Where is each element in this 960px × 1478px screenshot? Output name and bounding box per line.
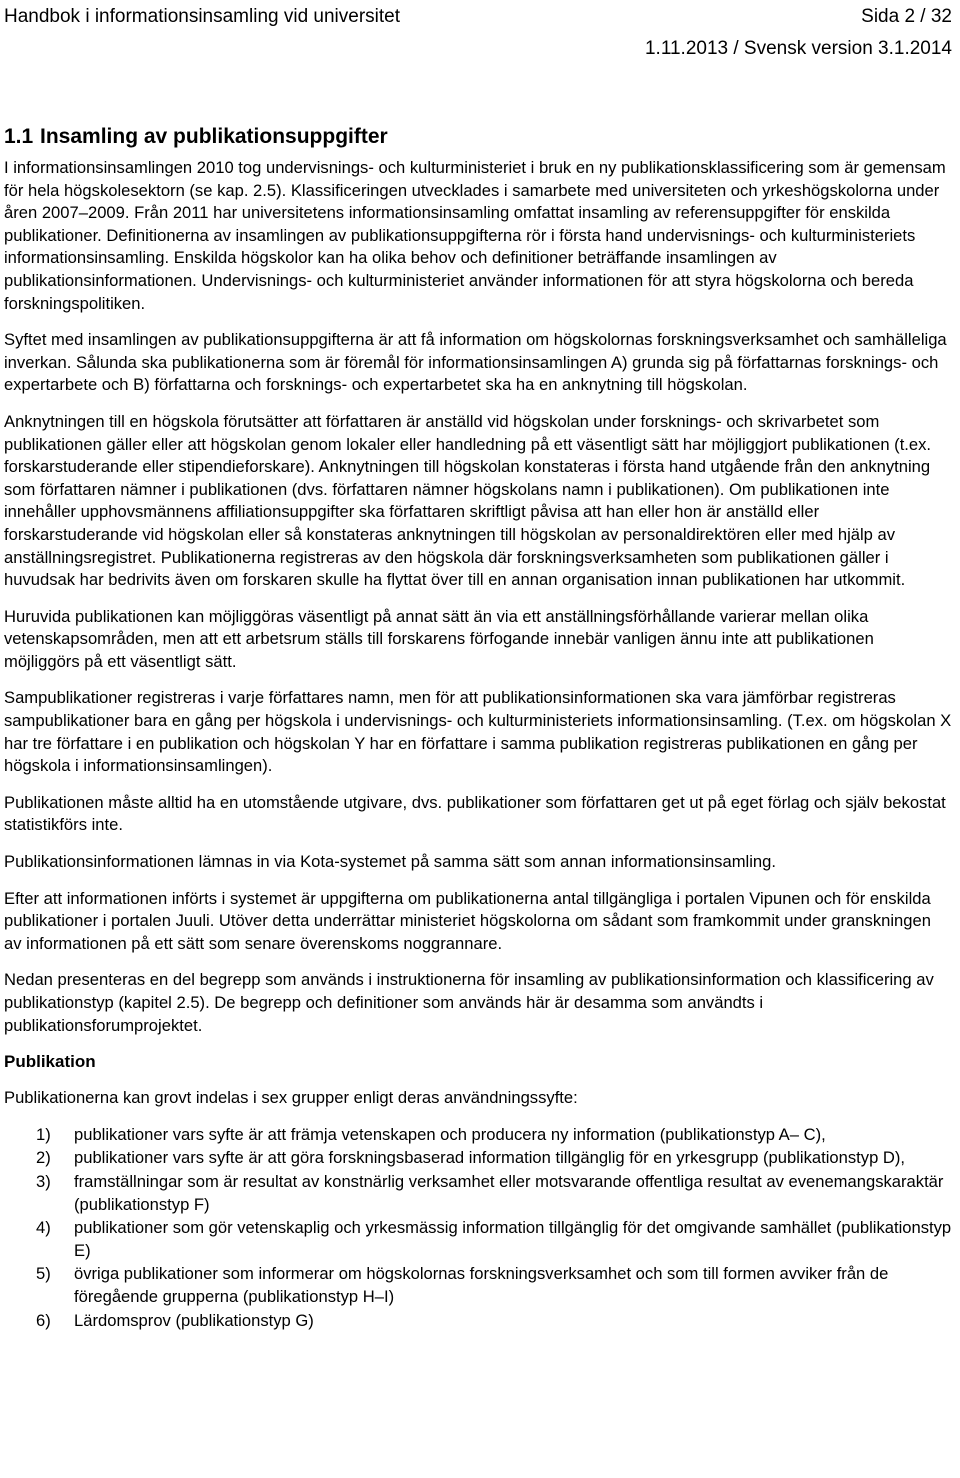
list-text: framställningar som är resultat av konstnärlig verksamhet eller motsvarande offentliga resultat av evenemangskaraktär (publikationstyp F) [74, 1171, 944, 1214]
list-number: 4) [36, 1218, 51, 1238]
list-item [4, 1171, 952, 1216]
paragraph: Publikationen måste alltid ha en utomstående utgivare, dvs. publikationer som författaren get ut på eget förlag och själv bekostat statistikförs inte. [4, 792, 946, 835]
list-intro: Publikationerna kan grovt indelas i sex grupper enligt deras användningssyfte: [4, 1088, 578, 1108]
section-title: Insamling av publikationsuppgifter [40, 125, 388, 148]
list-text: publikationer som gör vetenskaplig och yrkesmässig information tillgänglig för det omgivande samhället (publikationstyp E) [74, 1218, 952, 1260]
list-item [4, 1217, 952, 1262]
paragraph: Efter att informationen införts i systemet är uppgifterna om publikationerna antal tillgängliga i portalen Vipunen och för enskilda publikationer i portalen Juuli. Utöver detta underrättar ministeriet högskolorna om sådant som framkommit under granskningen av informationen på ett sätt som senare överenskoms noggrannare. [4, 888, 931, 953]
paragraph: I informationsinsamlingen 2010 tog undervisnings- och kulturministeriet i bruk en ny publikationsklassificering som är gemensam för hela högskolesektorn (se kap. 2.5). Klassificeringen utvecklades i samarbete med universiteten och yrkeshögskolorna under åren 2007–2009. Från 2011 har universitetens informationsinsamling omfattat insamling av referensuppgifter för enskilda publikationer. Definitionerna av insamlingen av publikationsuppgifterna rör i första hand undervisnings- och kulturministeriets informationsinsamling. Enskilda högskolor kan ha olika behov och definitioner beträffande insamlingen av publikationsinformationen. Undervisnings- och kulturministeriet använder informationen för att styra högskolorna och bereda forskningspolitiken. [4, 158, 946, 313]
version-date: 1.11.2013 / Svensk version 3.1.2014 [644, 38, 952, 59]
list-number: 2) [36, 1148, 51, 1168]
list-text: Lärdomsprov (publikationstyp G) [74, 1310, 314, 1330]
list-text: övriga publikationer som informerar om högskolornas forskningsverksamhet och som till formen avviker från de föregående grupperna (publikationstyp H–I) [74, 1264, 889, 1306]
list-number: 3) [36, 1171, 51, 1191]
paragraph: Huruvida publikationen kan möjliggöras väsentligt på annat sätt än via ett anställningsförhållande varierar mellan olika vetenskapsområden, men att ett arbetsrum ställs till forskarens förfogande innebär vanligen ännu inte att publikationen möjliggörs på ett väsentligt sätt. [4, 606, 874, 671]
list-text: publikationer vars syfte är att främja vetenskapen och producera ny information (publikationstyp A– C), [74, 1124, 826, 1144]
paragraph: Nedan presenteras en del begrepp som används i instruktionerna för insamling av publikationsinformation och klassificering av publikationstyp (kapitel 2.5). De begrepp och definitioner som används här är desamma som användts i publikationsforumprojektet. [4, 970, 934, 1035]
subheading: Publikation [4, 1052, 96, 1072]
list-item [4, 1310, 952, 1333]
list-number: 6) [36, 1310, 51, 1330]
list-text: publikationer vars syfte är att göra forskningsbaserad information tillgänglig för en yrkesgrupp (publikationstyp D), [74, 1148, 906, 1168]
main-content [4, 124, 952, 1333]
group-list [4, 1124, 952, 1332]
section-number: 1.1 [4, 125, 34, 148]
document-title: Handbok i informationsinsamling vid universitet [4, 6, 401, 27]
list-item [4, 1263, 952, 1308]
paragraph: Sampublikationer registreras i varje författares namn, men för att publikationsinformationen ska vara jämförbar registreras sampublikationer bara en gång per högskola i undervisnings- och kulturministeriets informationsinsamling. (T.ex. om högskolan X har tre författare i en publikation och högskolan Y har en författare i samma publikation registreras publikationen en gång per högskola i informationsinsamlingen). [4, 688, 952, 776]
paragraph: Publikationsinformationen lämnas in via Kota-systemet på samma sätt som annan informationsinsamling. [4, 852, 776, 872]
page-number: Sida 2 / 32 [861, 6, 952, 27]
list-item [4, 1124, 952, 1147]
paragraph: Syftet med insamlingen av publikationsuppgifterna är att få information om högskolornas forskningsverksamhet och samhälleliga inverkan. Sålunda ska publikationerna som är föremål för informationsinsamlingen A) grunda sig på författarnas forsknings- och expertarbete och B) författarna och forsknings- och expertarbetet ska ha en anknytning till högskolan. [4, 330, 947, 395]
list-number: 1) [36, 1124, 51, 1144]
list-number: 5) [36, 1264, 51, 1284]
paragraph: Anknytningen till en högskola förutsätter att författaren är anställd vid högskolan under forsknings- och skrivarbetet som publikationen gäller eller att högskolan genom lokaler eller handledning på ett väsentligt sätt har möjliggjort publikationen (t.ex. forskarstuderande eller stipendieforskare). Anknytningen till högskolan konstateras i första hand utgående från den anknytning som författaren nämner i publikationen (dvs. författaren nämner högskolans namn i publikationen). Om publikationen inte innehåller upphovsmännens affiliationsuppgifter ska författaren skriftligt påvisa att han eller hon är anställd eller forskarstuderande vid högskolan eller så konstateras anknytningen till högskolan av personaldirektören eller med hjälp av anställningsregistret. Publikationerna registreras av den högskola där forskningsverksamheten som publikationen gäller i huvudsak har bedrivits även om forskaren skulle ha flyttat över till en annan organisation innan publikationen har utkommit. [4, 411, 932, 590]
section-heading [4, 124, 952, 150]
list-item [4, 1147, 952, 1170]
